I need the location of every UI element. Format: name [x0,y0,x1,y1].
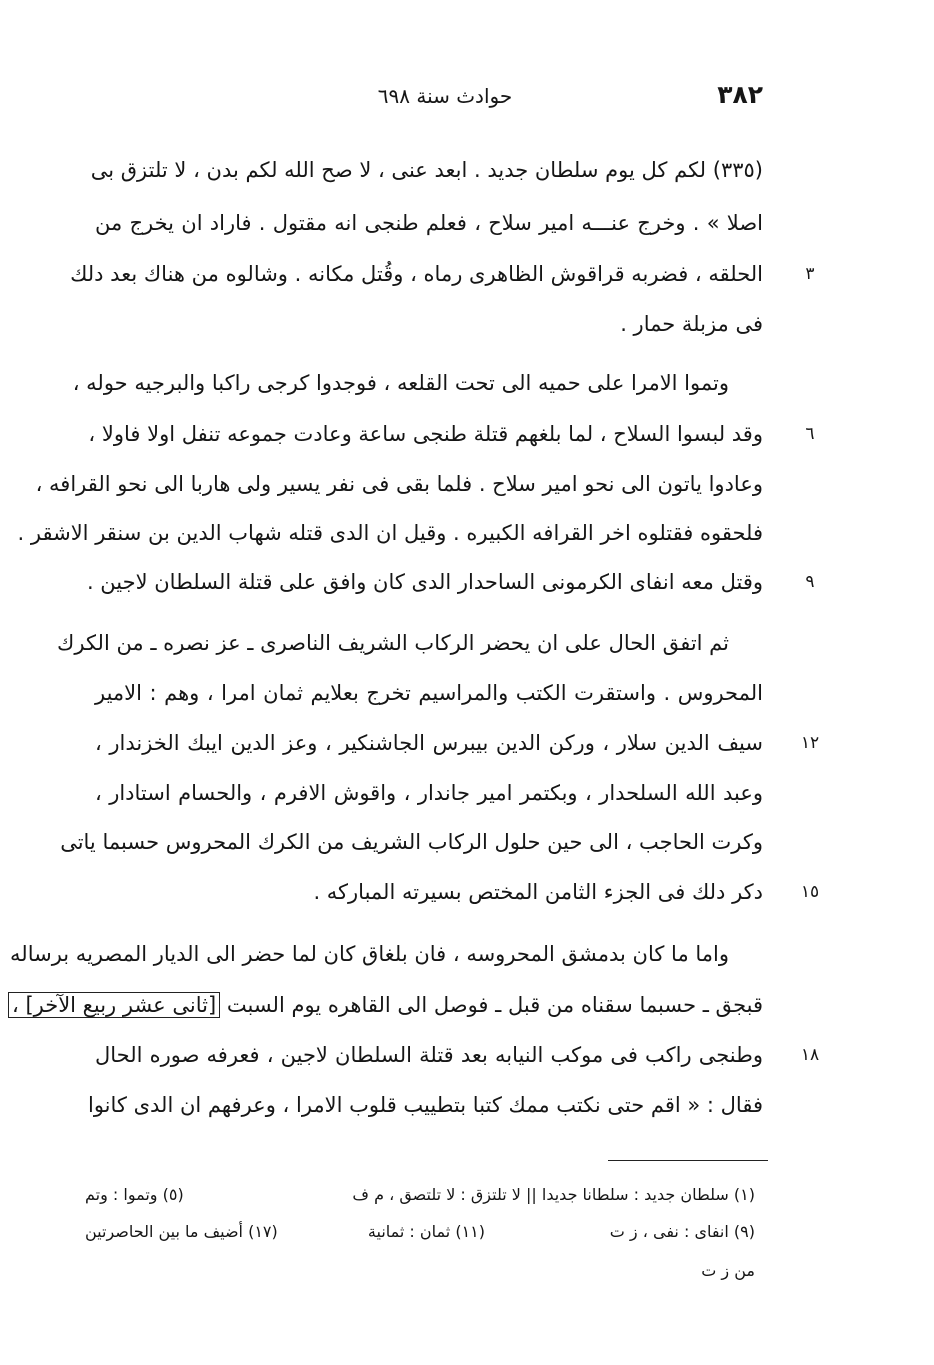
text-line: فلحقوه فقتلوه اخر القرافه الكبيره . وقيل ان الدى قتله شهاب الدين بن سنقر الاشقر . [17,521,763,545]
footnote-entry: (١١) ثمان : ثمانية [367,1222,485,1241]
line-number: ٩ [805,572,815,592]
text-line: وعبد الله السلحدار ، وبكتمر امير جاندار ، واقوش الافرم ، والحسام استادار ، [95,781,763,805]
page-number: ٣٨٢ [717,80,763,109]
footnote-divider [608,1160,768,1161]
footnote-entry: (٥) وتموا : وتم [85,1185,184,1204]
footnote-entry: (١٧) أضيف ما بين الحاصرتين [85,1222,278,1241]
footnote-entry: (١) سلطان جديد : سلطانا جديدا || لا تلتزق : لا تلتصق ، م ف [352,1185,755,1204]
line-number: ٣ [805,264,815,284]
text-line: الحلقه ، فضربه قراقوش الظاهرى رماه ، وقُتل مكانه . وشالوه من هناك بعد دلك [70,262,763,286]
text-line: (٣٣٥) لكم كل يوم سلطان جديد . ابعد عنى ، لا صح الله لكم بدن ، لا تلتزق بى [90,158,763,182]
text-line: وتموا الامرا على حميه الى تحت القلعه ، فوجدوا كرجى راكبا والبرجيه حوله ، [72,371,729,395]
text-line: وعادوا ياتون الى نحو امير سلاح . فلما بقى فى نفر يسير ولى هاربا الى نحو القرافه ، [35,472,763,496]
text-line: فقال : « اقم حتى نكتب ممك كتبا بتطييب قلوب الامرا ، وعرفهم ان الدى كانوا [88,1093,763,1117]
line-number: ١٢ [800,733,820,753]
line-number: ١٨ [800,1045,820,1065]
text-line: وطنجى راكب فى موكب النيابه بعد قتلة السلطان لاجين ، فعرفه صوره الحال [95,1043,763,1067]
text-line: ثم اتفق الحال على ان يحضر الركاب الشريف الناصرى ـ عز نصره ـ من الكرك [57,631,729,655]
text-line: وقتل معه انفاى الكرمونى الساحدار الدى كان وافق على قتلة السلطان لاجين . [86,570,763,594]
text-line [11,987,763,1023]
text-line: سيف الدين سلار ، وركن الدين بيبرس الجاشنكير ، وعز الدين ايبك الخزندار ، [95,731,763,755]
running-head [95,80,763,116]
running-title: حوادث سنة ٦٩٨ [377,84,513,108]
text-line: المحروس . واستقرت الكتب والمراسيم تخرج بعلايم ثمان امرا ، وهم : الامير [95,681,763,705]
line-number: ١٥ [800,882,820,902]
footnote-entry: (٩) انفاى : نفى ، ز ت [609,1222,755,1241]
bracketed-insertion: [ثانى عشر ربيع الآخر] ، [8,992,220,1018]
footnote-entry: من ز ت [701,1261,755,1280]
text-line: اصلا » . وخرج عنـــه امير سلاح ، فعلم طنجى انه مقتول . فاراد ان يخرج من [95,211,763,235]
text-line: واما ما كان بدمشق المحروسه ، فان بلغاق كان لما حضر الى الديار المصريه برساله [10,942,729,966]
text-line: دكر دلك فى الجزء الثامن المختص بسيرته المباركه . [313,880,763,904]
line-number: ٦ [805,424,815,444]
text-line: وكرت الحاجب ، الى حين حلول الركاب الشريف من الكرك المحروس حسبما ياتى [60,830,763,854]
text-line: وقد لبسوا السلاح ، لما بلغهم قتلة طنجى ساعة وعادت جموعه تنفل اولا فاولا ، [88,422,763,446]
text-line-segment: قبجق ـ حسبما سقناه من قبل ـ فوصل الى القاهره يوم السبت [226,993,763,1017]
text-line: فى مزبلة حمار . [620,312,763,336]
